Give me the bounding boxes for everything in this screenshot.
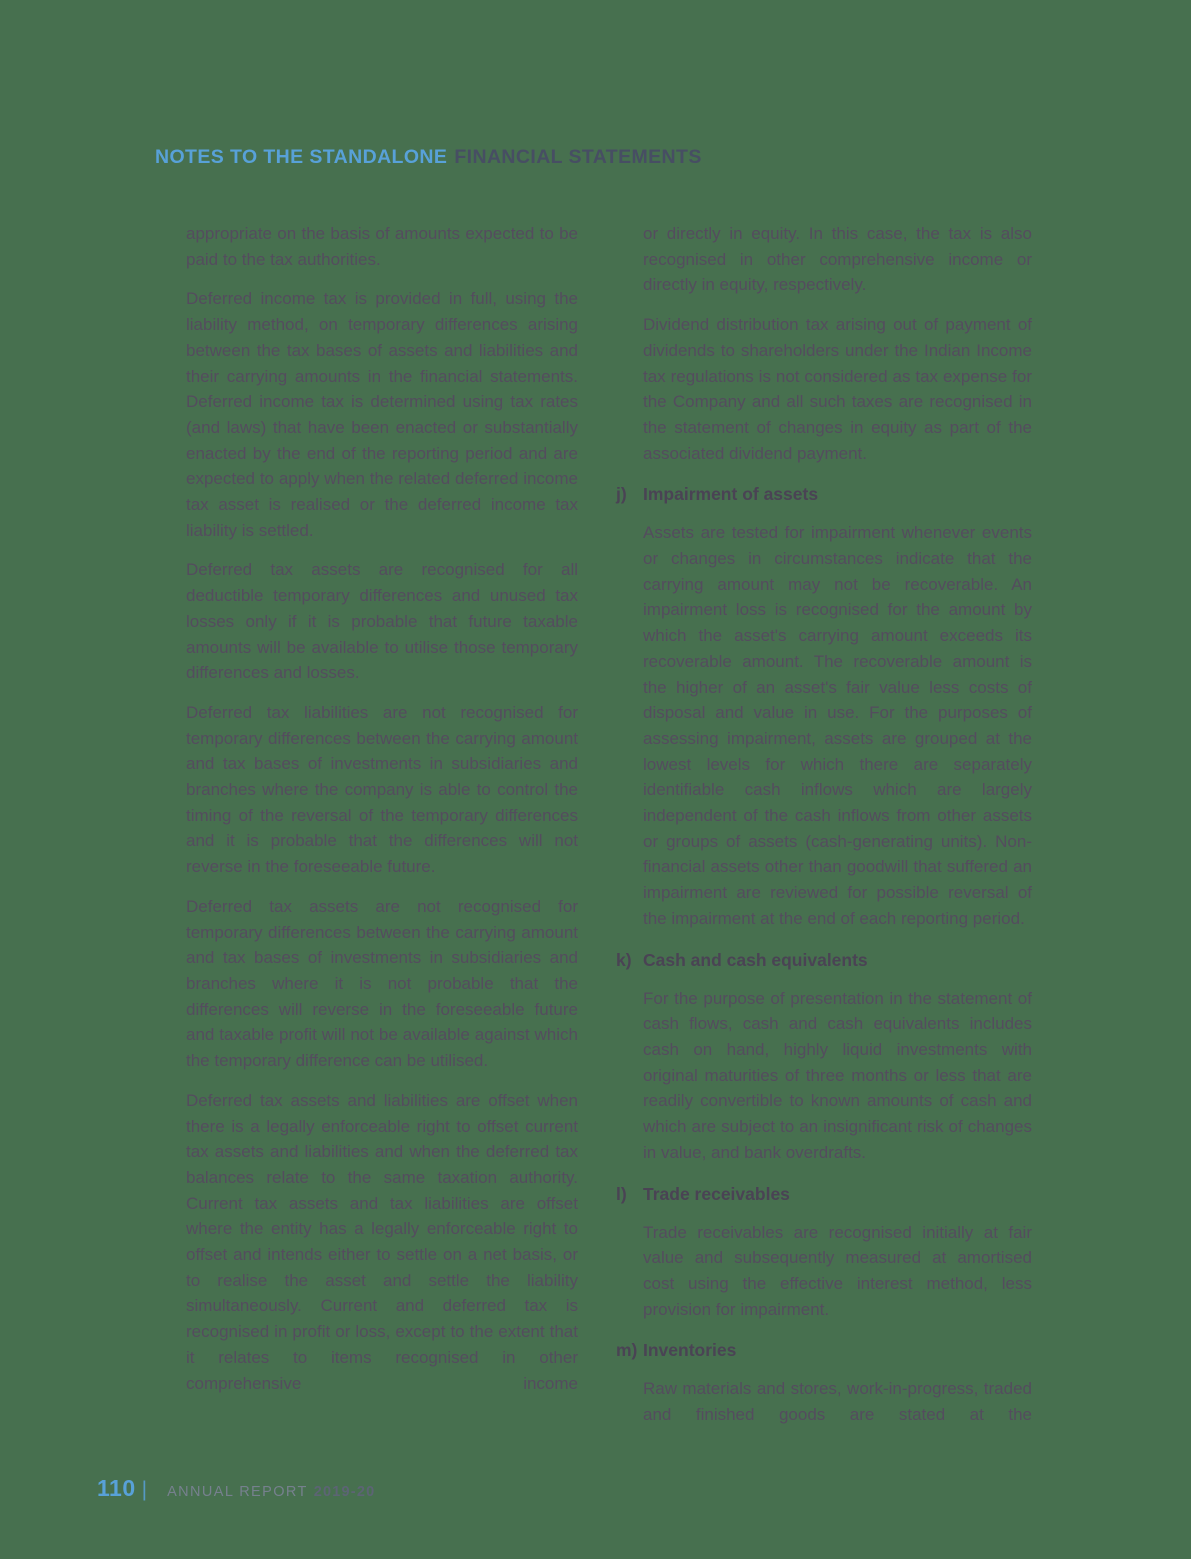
section-title: Impairment of assets bbox=[643, 484, 819, 505]
paragraph: Dividend distribution tax arising out of payment of dividends to shareholders under the Indian Income tax regulations is not considered as tax expense for the Company and all such taxes are recognised in the statement of changes in equity as part of the associated dividend payment. bbox=[643, 315, 1032, 463]
paragraph: Deferred income tax is provided in full, using the liability method, on temporary differences arising between the tax bases of assets and liabilities and their carrying amounts in the financial statements. Deferred income tax is determined using tax rates (and laws) that have been enacted or substantially enacted by the end of the reporting period and are expected to apply when the related deferred income tax asset is realised or the deferred income tax liability is settled. bbox=[186, 289, 578, 540]
paragraph: Raw materials and stores, work-in-progress, traded and finished goods are stated at the bbox=[643, 1379, 1032, 1425]
section-label: j) bbox=[616, 484, 627, 505]
section-heading bbox=[616, 1338, 1032, 1363]
header-title-accent: NOTES TO THE STANDALONE bbox=[155, 146, 448, 168]
section-heading bbox=[616, 948, 1032, 973]
section-title: Cash and cash equivalents bbox=[643, 949, 868, 970]
paragraph: Deferred tax assets and liabilities are offset when there is a legally enforceable right to offset current tax assets and liabilities and when the deferred tax balances relate to the same taxation authority. Current tax assets and tax liabilities are offset where the entity has a legally enforceable right to offset and intends either to settle on a net basis, or to realise the asset and settle the liability simultaneously. Current and deferred tax is recognised in profit or loss, except to the extent that it relates to items recognised in other comprehensive income bbox=[186, 1090, 578, 1393]
footer-report-label: ANNUAL REPORT bbox=[167, 1484, 308, 1500]
section-heading bbox=[616, 1182, 1032, 1207]
section-title: Inventories bbox=[643, 1340, 737, 1361]
footer-page-number: 110 bbox=[97, 1475, 136, 1501]
left-column bbox=[186, 221, 578, 1410]
section-heading bbox=[616, 482, 1032, 507]
page-header bbox=[155, 146, 702, 169]
footer-report-period: 2019-20 bbox=[313, 1484, 376, 1500]
footer-separator: | bbox=[141, 1478, 148, 1501]
paragraph: Deferred tax liabilities are not recognised for temporary differences between the carrying amount and tax bases of investments in subsidiaries and branches where the company is able to control the timing of the reversal of the temporary differences and it is probable that the differences will not reverse in the foreseeable future. bbox=[186, 702, 578, 877]
section-label: m) bbox=[616, 1340, 638, 1361]
paragraph: appropriate on the basis of amounts expected to be paid to the tax authorities. bbox=[186, 224, 578, 269]
paragraph: For the purpose of presentation in the statement of cash flows, cash and cash equivalents includes cash on hand, highly liquid investments with original maturities of three months or less that are readily convertible to known amounts of cash and which are subject to an insignificant risk of changes in value, and bank overdrafts. bbox=[643, 988, 1032, 1162]
section-label: k) bbox=[616, 949, 632, 970]
paragraph: or directly in equity. In this case, the tax is also recognised in other comprehensive income or directly in equity, respectively. bbox=[643, 224, 1032, 295]
section-label: l) bbox=[616, 1183, 627, 1204]
right-column bbox=[616, 221, 1032, 1442]
page-footer bbox=[97, 1475, 375, 1502]
paragraph: Deferred tax assets are recognised for all deductible temporary differences and unused tax losses only if it is probable that future taxable amounts will be available to utilise those temporary differences and losses. bbox=[186, 560, 578, 683]
paragraph: Assets are tested for impairment whenever events or changes in circumstances indicate that the carrying amount may not be recoverable. An impairment loss is recognised for the amount by which the asset's carrying amount exceeds its recoverable amount. The recoverable amount is the higher of an asset's fair value less costs of disposal and value in use. For the purposes of assessing impairment, assets are grouped at the lowest levels for which there are separately identifiable cash inflows which are largely independent of the cash inflows from other assets or groups of assets (cash-generating units). Non-financial assets other than goodwill that suffered an impairment are reviewed for possible reversal of the impairment at the end of each reporting period. bbox=[643, 523, 1032, 928]
paragraph: Deferred tax assets are not recognised for temporary differences between the carrying amount and tax bases of investments in subsidiaries and branches where it is not probable that the differences will reverse in the foreseeable future and taxable profit will not be available against which the temporary difference can be utilised. bbox=[186, 896, 578, 1071]
paragraph: Trade receivables are recognised initially at fair value and subsequently measured at amortised cost using the effective interest method, less provision for impairment. bbox=[643, 1222, 1032, 1319]
section-title: Trade receivables bbox=[643, 1183, 790, 1204]
header-title-rest: FINANCIAL STATEMENTS bbox=[454, 146, 702, 168]
